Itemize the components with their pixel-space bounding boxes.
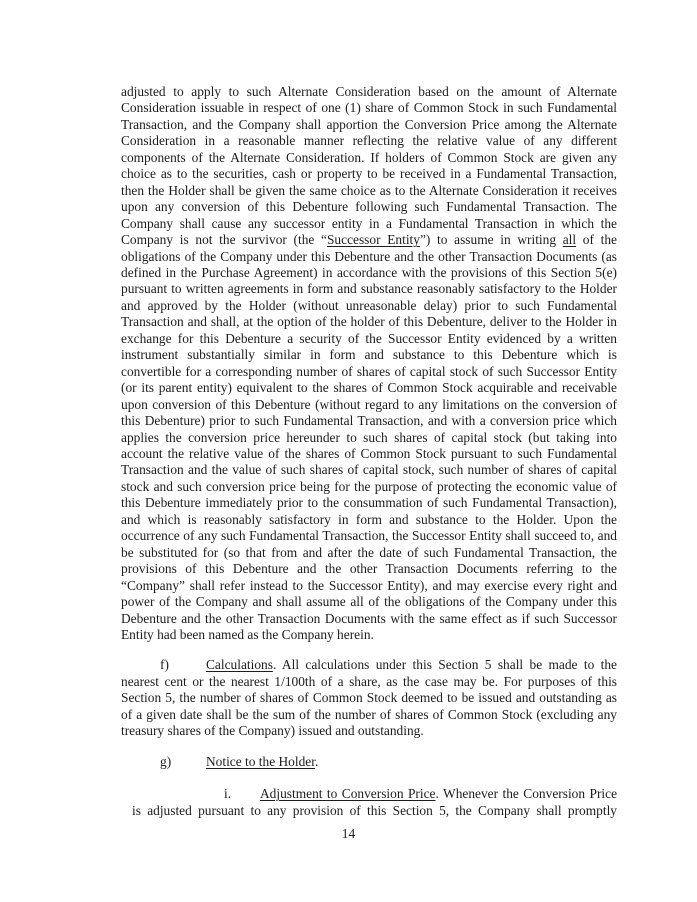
page-body	[121, 84, 617, 819]
text-run: .	[314, 753, 319, 769]
section-f-marker: f)	[160, 657, 169, 673]
underlined-text-run: all	[562, 232, 577, 248]
text-run: of the obligations of the Company under this Debenture and the other Transaction Documents (as defined in the Purchase Agreement) in accordance with the provisions of this Section 5(e) pursuant to written agreements in form and substance reasonably satisfactory to the Holder and approved by the Holder (without unreasonable delay) prior to such Fundamental Transaction and shall, at the option of the holder of this Debenture, deliver to the Holder in exchange for this Debenture a security of the Successor Entity evidenced by a written instrument substantially similar in form and substance to this Debenture which is convertible for a corresponding number of shares of capital stock of such Successor Entity (or its parent entity) equivalent to the shares of Common Stock acquirable and receivable upon conversion of this Debenture (without regard to any limitations on the conversion of this Debenture) prior to such Fundamental Transaction, and with a conversion price which applies the conversion price hereunder to such shares of capital stock (but taking into account the relative value of the shares of Common Stock pursuant to such Fundamental Transaction and the value of such shares of capital stock, such number of shares of capital stock and such conversion price being for the purpose of protecting the economic value of this Debenture immediately prior to the consummation of such Fundamental Transaction), and which is reasonably satisfactory in form and substance to the Holder. Upon the occurrence of any such Fundamental Transaction, the Successor Entity shall succeed to, and be substituted for (so that from and after the date of such Fundamental Transaction, the provisions of this Debenture and the other Transaction Documents referring to the “Company” shall refer instead to the Successor Entity), and may exercise every right and power of the Company and shall assume all of the obligations of the Company under this Debenture and the other Transaction Documents with the same effect as if such Successor Entity had been named as the Company herein.	[121, 232, 617, 642]
underlined-text-run: Adjustment to Conversion Price	[260, 786, 436, 802]
underlined-text-run: Notice to the Holder	[206, 753, 315, 769]
text-run: adjusted to apply to such Alternate Consideration based on the amount of Alternate Consideration issuable in respect of one (1) share of Common Stock in such Fundamental Transaction, and the Company shall apportion the Conversion Price among the Alternate Consideration in a reasonable manner reflecting the relative value of any different components of the Alternate Consideration. If holders of Common Stock are given any choice as to the securities, cash or property to be received in a Fundamental Transaction, then the Holder shall be given the same choice as to the Alternate Consideration it receives upon any conversion of this Debenture following such Fundamental Transaction. The Company shall cause any successor entity in a Fundamental Transaction in which the Company is not the survivor (the “	[121, 84, 617, 248]
page-number: 14	[341, 826, 356, 841]
section-g-marker: g)	[160, 753, 172, 769]
clause-i-marker: i.	[224, 786, 232, 802]
continuation-paragraph	[121, 84, 617, 643]
clause-i-text	[132, 786, 617, 817]
text-run: . All calculations under this Section 5 shall be made to the nearest cent or the nearest 1/100th of a share, as the case may be. For purposes of this Section 5, the number of shares of Common Stock deemed to be issued and outstanding as of a given date shall be the sum of the number of shares of Common Stock (excluding any treasury shares of the Company) issued and outstanding.	[121, 657, 617, 739]
underlined-text-run: Calculations	[206, 657, 273, 673]
underlined-text-run: Successor Entity	[326, 232, 420, 248]
text-run: ”) to assume in writing	[419, 232, 563, 248]
section-g-paragraph	[121, 754, 617, 770]
text-run: . Whenever the Conversion Price is adjusted pursuant to any provision of this Section 5, the Company shall promptly	[132, 786, 618, 818]
section-f-paragraph	[121, 657, 617, 739]
section-g-text	[206, 754, 318, 769]
clause-i-paragraph	[132, 786, 617, 819]
